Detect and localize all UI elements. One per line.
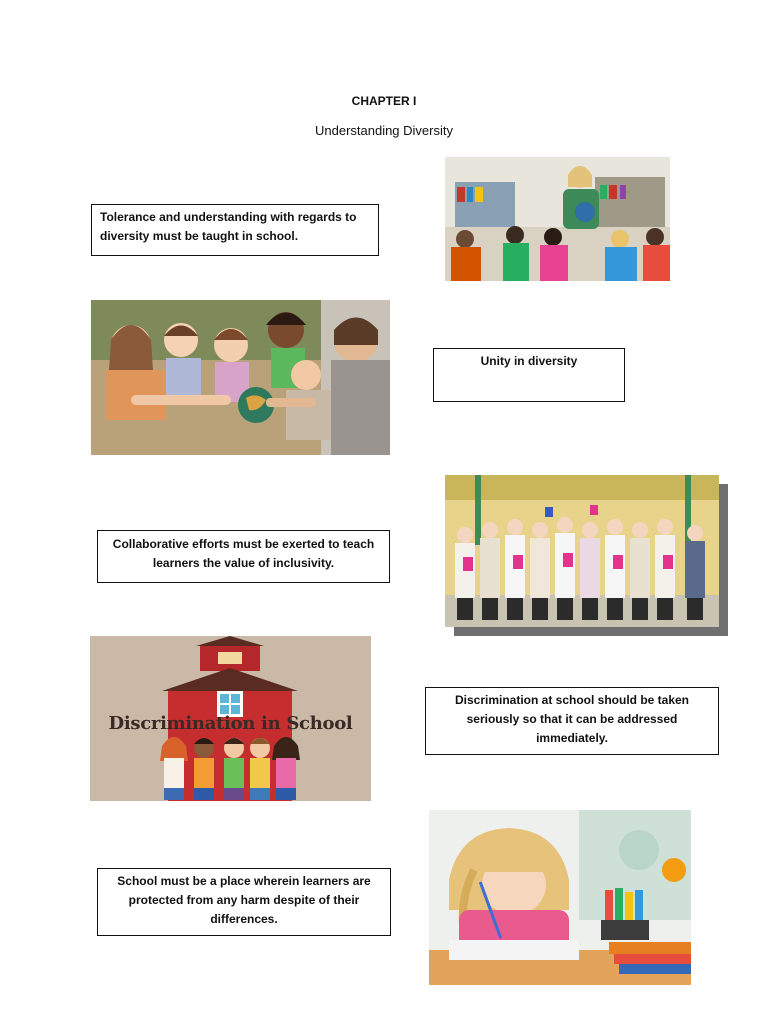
callout-unity: Unity in diversity (433, 348, 625, 402)
girl-writing-photo (429, 810, 691, 985)
chapter-label: CHAPTER I (351, 94, 417, 108)
children-globe-photo (91, 300, 390, 455)
discrimination-in-school-graphic (90, 636, 371, 801)
callout-discrimination: Discrimination at school should be taken seriously so that it can be addressed immediately. (425, 687, 719, 755)
callout-safe-place: School must be a place wherein learners are protected from any harm despite of their differences. (97, 868, 391, 936)
discrimination-graphic-title: Discrimination in School (108, 713, 353, 734)
page-title: Understanding Diversity (314, 123, 453, 138)
callout-collaborative: Collaborative efforts must be exerted to teach learners the value of inclusivity. (97, 530, 390, 583)
callout-tolerance: Tolerance and understanding with regards to diversity must be taught in school. (91, 204, 379, 256)
teacher-reading-photo (445, 157, 670, 281)
teachers-group-photo (445, 475, 719, 627)
